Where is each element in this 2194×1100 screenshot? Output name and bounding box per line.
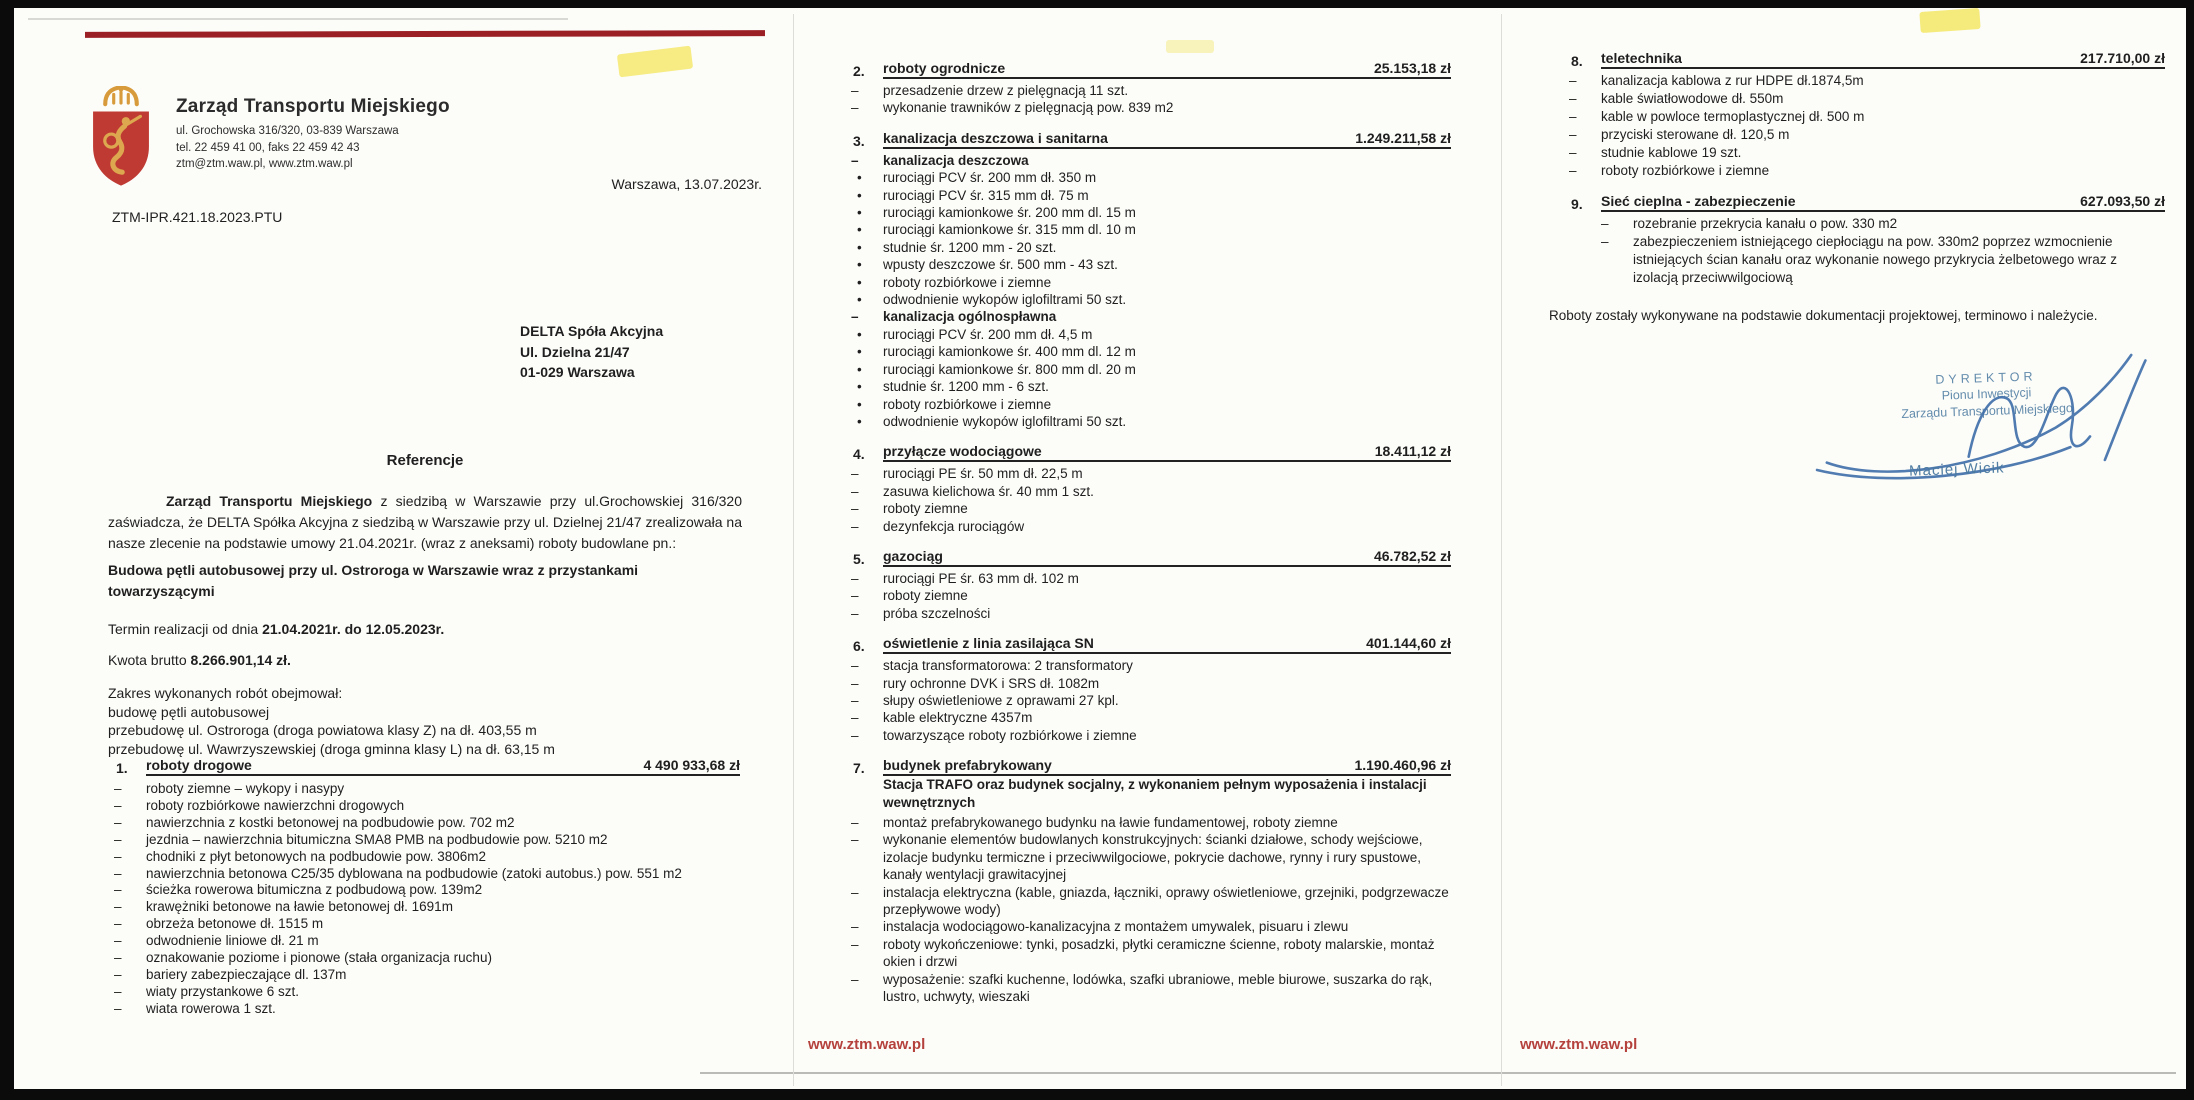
section-heading: [845, 757, 1451, 776]
work-item: – ścieżka rowerowa bitumiczna z podbudową pow. 139m2: [108, 882, 740, 899]
section-number: 1.: [116, 760, 128, 776]
intro-paragraph: [108, 491, 742, 554]
dash-marker: [845, 587, 883, 604]
section-number: 3.: [853, 132, 865, 149]
dash-marker: [845, 483, 883, 500]
work-item: • rurociągi kamionkowe śr. 200 mm dl. 15 m: [845, 204, 1451, 221]
work-item: – roboty ziemne – wykopy i nasypy: [108, 781, 740, 798]
section-roboty-drogowe: [108, 757, 740, 1018]
dash-marker: [845, 918, 883, 935]
section-items: [108, 781, 740, 1018]
section-amount: 4 490 933,68 zł: [643, 757, 740, 773]
intro-bold: Zarząd Transportu Miejskiego: [166, 493, 373, 509]
work-item: – słupy oświetleniowe z oprawami 27 kpl.: [845, 692, 1451, 709]
work-item: – kable w powloce termoplastycznej dł. 500 m: [1563, 108, 2165, 126]
dash-marker: [845, 936, 883, 971]
ztm-warsaw-mermaid-crest-logo: [84, 86, 158, 188]
section-budynek-prefabrykowany: [845, 757, 1451, 1005]
dash-marker: [845, 82, 883, 99]
mermaid-shield-icon: [93, 112, 149, 186]
dash-marker: [845, 605, 883, 622]
section-title: Sieć cieplna - zabezpieczenie: [1601, 193, 1796, 209]
dash-marker: [845, 152, 883, 169]
section-heading: [1563, 193, 2165, 212]
reference-number: ZTM-IPR.421.18.2023.PTU: [112, 209, 283, 225]
section-number: 7.: [853, 760, 865, 777]
signature-scribble-icon: [1805, 346, 2171, 528]
section-heading: [108, 757, 740, 776]
dash-marker: [845, 657, 883, 674]
section-title: oświetlenie z linia zasilająca SN: [883, 635, 1094, 652]
section-title: budynek prefabrykowany: [883, 757, 1052, 774]
section-heading: [845, 130, 1451, 149]
work-item: • rurociągi kamionkowe śr. 800 mm dl. 20 m: [845, 361, 1451, 378]
work-item: – przesadzenie drzew z pielęgnacją 11 szt.: [845, 82, 1451, 99]
bullet-marker: [845, 256, 883, 273]
bullet-marker: [845, 378, 883, 395]
dash-marker: [845, 518, 883, 535]
org-phone: tel. 22 459 41 00, faks 22 459 42 43: [176, 141, 360, 154]
dash-marker: [845, 971, 883, 1006]
section-heading: [845, 548, 1451, 567]
dash-marker: [108, 916, 146, 933]
work-item: • rurociągi PCV śr. 200 mm dł. 350 m: [845, 169, 1451, 186]
dash-marker: [845, 500, 883, 517]
org-address: ul. Grochowska 316/320, 03-839 Warszawa: [176, 125, 399, 137]
section-amount: 1.190.460,96 zł: [1354, 757, 1451, 774]
bullet-marker: [845, 361, 883, 378]
page-2-content: [845, 60, 1451, 1018]
dash-marker: [108, 967, 146, 984]
closing-note: Roboty zostały wykonywane na podstawie dokumentacji projektowej, terminowo i należycie.: [1549, 308, 2098, 323]
signer-name: Maciej Wicik: [1908, 459, 2005, 480]
work-item: – odwodnienie liniowe dł. 21 m: [108, 933, 740, 950]
document-title: Referencje: [386, 452, 464, 469]
work-item: – kable światłowodowe dł. 550m: [1563, 90, 2165, 108]
dash-marker: [845, 570, 883, 587]
dash-marker: [108, 781, 146, 798]
bullet-marker: [845, 239, 883, 256]
page-separator: [1501, 14, 1502, 1086]
dash-marker: [845, 814, 883, 831]
work-item: – bariery zabezpieczające dl. 137m: [108, 967, 740, 984]
section-title: kanalizacja deszczowa i sanitarna: [883, 129, 1108, 146]
dash-marker: [845, 99, 883, 116]
intro-rest: z siedzibą w Warszawie przy ul.Grochowskiej 316/320 zaświadcza, że DELTA Spółka Akcyjna z siedzibą w Warszawie przy ul. Dzielnej 21/47 zrealizowała na nasze zlecenie na podstawie umowy 21.04.2021r. (wraz z aneksami) roboty budowlane pn.:: [108, 493, 742, 551]
org-web: ztm@ztm.waw.pl, www.ztm.waw.pl: [176, 158, 353, 171]
section-heading: [845, 443, 1451, 462]
section-heading: [845, 635, 1451, 654]
dash-marker: [108, 984, 146, 1001]
letterhead: [176, 96, 596, 173]
dash-marker: [108, 815, 146, 832]
work-item: • rurociągi kamionkowe śr. 400 mm dl. 12 m: [845, 343, 1451, 360]
section-przylacze-wodociagowe: [845, 443, 1451, 535]
recipient-name: DELTA Spóła Akcyjna: [520, 323, 664, 339]
dash-marker: [1595, 215, 1633, 233]
work-item: – zabezpieczeniem istniejącego ciepłociągu na pow. 330m2 poprzez wzmocnienie istniejących ścian kanału oraz wykonanie nowego przykrycia żelbetowego wraz z izolacją przeciwwilgociową: [1595, 233, 2165, 287]
work-item: – kanalizacja kablowa z rur HDPE dł.1874,5m: [1563, 72, 2165, 90]
work-item: – rury ochronne DVK i SRS dł. 1082m: [845, 675, 1451, 692]
work-item: – kable elektryczne 4357m: [845, 709, 1451, 726]
dash-marker: [845, 831, 883, 883]
work-item: – wykonanie elementów budowlanych konstrukcyjnych: ścianki działowe, schody wejściowe, izolacje budynku termiczne i przeciwwilgociowe, pokrycie dachowe, rynny i rury spustowe, kanały wentylacji grawitacyjnej: [845, 831, 1451, 883]
section-number: 8.: [1571, 53, 1583, 69]
work-item: – wiaty przystankowe 6 szt.: [108, 984, 740, 1001]
work-item: – roboty ziemne: [845, 587, 1451, 604]
section-amount: 401.144,60 zł: [1366, 635, 1451, 652]
work-item: – zasuwa kielichowa śr. 40 mm 1 szt.: [845, 483, 1451, 500]
work-item: – nawierzchnia betonowa C25/35 dyblowana na podbudowie (zatoki autobus.) pow. 551 m2: [108, 866, 740, 883]
stamp-org: Zarządu Transportu Miejskiego: [1901, 400, 2074, 421]
recipient-block: [520, 321, 663, 383]
section-title: gazociąg: [883, 547, 943, 564]
section-kanalizacja: [845, 130, 1451, 431]
section-amount: 1.249.211,58 zł: [1355, 129, 1451, 146]
dash-marker: [108, 832, 146, 849]
stamp-title: DYREKTOR: [1935, 369, 2037, 387]
subsection-title: – kanalizacja deszczowa: [845, 152, 1451, 169]
dash-marker: [845, 709, 883, 726]
section-number: 2.: [853, 63, 865, 79]
dash-marker: [108, 866, 146, 883]
scope-block: [108, 684, 742, 758]
work-item: • studnie śr. 1200 mm - 6 szt.: [845, 378, 1451, 395]
work-item: – roboty rozbiórkowe nawierzchni drogowych: [108, 798, 740, 815]
work-item: – instalacja elektryczna (kable, gniazda, łączniki, oprawy oświetleniowe, grzejniki, podgrzewacze przepływowe wody): [845, 884, 1451, 919]
dash-marker: [1595, 233, 1633, 287]
section-siec-cieplna: [1563, 193, 2165, 287]
work-item: – próba szczelności: [845, 605, 1451, 622]
dash-marker: [108, 950, 146, 967]
dash-marker: [1563, 144, 1601, 162]
dash-marker: [1563, 126, 1601, 144]
dash-marker: [845, 884, 883, 919]
section-amount: 25.153,18 zł: [1373, 60, 1451, 76]
project-title: Budowa pętli autobusowej przy ul. Ostroroga w Warszawie wraz z przystankami towarzyszącymi: [108, 562, 639, 599]
dash-marker: [845, 727, 883, 744]
dash-marker: [1563, 90, 1601, 108]
scope-line: budowę pętli autobusowej: [108, 703, 270, 720]
work-item: – roboty ziemne: [845, 500, 1451, 517]
term-line: Termin realizacji od dnia 21.04.2021r. do 12.05.2023r.: [108, 621, 445, 637]
subsection-title: – kanalizacja ogólnospławna: [845, 308, 1451, 325]
work-item: • rurociągi PCV śr. 200 mm dł. 4,5 m: [845, 326, 1451, 343]
work-item: • roboty rozbiórkowe i ziemne: [845, 274, 1451, 291]
stamp-division: Pionu Inwestycji: [1941, 385, 2032, 403]
dash-marker: [1563, 108, 1601, 126]
dash-marker: [108, 882, 146, 899]
letterhead-red-rule: [85, 30, 765, 38]
gross-amount-line: Kwota brutto 8.266.901,14 zł.: [108, 652, 291, 668]
dash-marker: [108, 798, 146, 815]
work-item: – instalacja wodociągowo-kanalizacyjna z montażem umywalek, pisuaru i zlewu: [845, 918, 1451, 935]
work-item: – nawierzchnia z kostki betonowej na podbudowie pow. 702 m2: [108, 815, 740, 832]
scope-heading: Zakres wykonanych robót obejmował:: [108, 685, 343, 701]
dash-marker: [845, 465, 883, 482]
work-item: – krawężniki betonowe na ławie betonowej dł. 1691m: [108, 899, 740, 916]
dash-marker: [845, 692, 883, 709]
dash-marker: [108, 933, 146, 950]
dash-marker: [1563, 162, 1601, 180]
work-item: – wyposażenie: szafki kuchenne, lodówka, szafki ubraniowe, meble biurowe, suszarka do rąk, lustro, uchwyty, wieszaki: [845, 971, 1451, 1006]
scope-line: przebudowę ul. Ostroroga (droga powiatowa klasy Z) na dł. 403,55 m: [108, 722, 537, 739]
work-item: – montaż prefabrykowanego budynku na ławie fundamentowej, roboty ziemne: [845, 814, 1451, 831]
footer-url: www.ztm.waw.pl: [1520, 1036, 1638, 1053]
section-number: 9.: [1571, 196, 1583, 212]
work-item: – roboty wykończeniowe: tynki, posadzki, płytki ceramiczne ścienne, roboty malarskie, montaż okien i drzwi: [845, 936, 1451, 971]
section-amount: 18.411,12 zł: [1374, 443, 1451, 460]
scope-line: przebudowę ul. Wawrzyszewskiej (droga gminna klasy L) na dł. 63,15 m: [108, 740, 555, 757]
page-1: [30, 0, 780, 1100]
dash-marker: [1563, 72, 1601, 90]
dash-marker: [845, 308, 883, 325]
crown-icon: [105, 87, 137, 104]
section-amount: 627.093,50 zł: [2080, 193, 2165, 209]
work-item: – rozebranie przekrycia kanału o pow. 330 m2: [1595, 215, 2165, 233]
bullet-marker: [845, 204, 883, 221]
work-item: • odwodnienie wykopów iglofiltrami 50 szt.: [845, 413, 1451, 430]
section-number: 5.: [853, 550, 865, 567]
dash-marker: [108, 1001, 146, 1018]
gross-amount: 8.266.901,14 zł.: [190, 652, 291, 668]
work-item: – towarzyszące roboty rozbiórkowe i ziemne: [845, 727, 1451, 744]
dash-marker: [108, 899, 146, 916]
work-item: • studnie śr. 1200 mm - 20 szt.: [845, 239, 1451, 256]
work-item: – obrzeża betonowe dł. 1515 m: [108, 916, 740, 933]
org-name: Zarząd Transportu Miejskiego: [176, 96, 450, 117]
section-amount: 46.782,52 zł: [1373, 547, 1451, 564]
page-3: [1508, 0, 2188, 1100]
work-item: – oznakowanie poziome i pionowe (stała organizacja ruchu): [108, 950, 740, 967]
work-item: – rurociągi PE śr. 63 mm dł. 102 m: [845, 570, 1451, 587]
footer-url: www.ztm.waw.pl: [808, 1036, 926, 1053]
recipient-street: Ul. Dzielna 21/47: [520, 343, 630, 360]
recipient-city: 01-029 Warszawa: [520, 364, 635, 381]
dash-marker: [845, 675, 883, 692]
work-item: • rurociągi PCV śr. 315 mm dł. 75 m: [845, 187, 1451, 204]
date-line: Warszawa, 13.07.2023r.: [611, 176, 762, 192]
page-separator: [793, 14, 794, 1086]
work-item: – wykonanie trawników z pielęgnacją pow. 839 m2: [845, 99, 1451, 116]
term-dates: 21.04.2021r. do 12.05.2023r.: [262, 621, 445, 637]
section-number: 6.: [853, 638, 865, 655]
work-item: – jezdnia – nawierzchnia bitumiczna SMA8 PMB na podbudowie pow. 5210 m2: [108, 832, 740, 849]
section-gazociag: [845, 548, 1451, 622]
bullet-marker: [845, 274, 883, 291]
section-title: przyłącze wodociągowe: [883, 443, 1042, 460]
work-item: – roboty rozbiórkowe i ziemne: [1563, 162, 2165, 180]
work-item: • roboty rozbiórkowe i ziemne: [845, 396, 1451, 413]
section-title: teletechnika: [1601, 50, 1682, 66]
section-number: 4.: [853, 446, 865, 463]
section-teletechnika: [1563, 50, 2165, 180]
bullet-marker: [845, 396, 883, 413]
bullet-marker: [845, 169, 883, 186]
work-item: – chodniki z płyt betonowych na podbudowie pow. 3806m2: [108, 849, 740, 866]
section-heading: [1563, 50, 2165, 69]
bullet-marker: [845, 187, 883, 204]
work-item: – stacja transformatorowa: 2 transformatory: [845, 657, 1451, 674]
page-3-content: [1549, 50, 2165, 325]
section-title: roboty drogowe: [146, 757, 252, 773]
section-oswietlenie: [845, 635, 1451, 744]
bullet-marker: [845, 221, 883, 238]
work-item: • wpusty deszczowe śr. 500 mm - 43 szt.: [845, 256, 1451, 273]
section-amount: 217.710,00 zł: [2080, 50, 2165, 66]
page-2: [800, 0, 1490, 1100]
section-heading: [845, 60, 1451, 79]
section-title: roboty ogrodnicze: [883, 60, 1006, 76]
bullet-marker: [845, 343, 883, 360]
work-item: • rurociągi kamionkowe śr. 315 mm dl. 10 m: [845, 221, 1451, 238]
work-item: – rurociągi PE śr. 50 mm dł. 22,5 m: [845, 465, 1451, 482]
dash-marker: [108, 849, 146, 866]
work-item: – studnie kablowe 19 szt.: [1563, 144, 2165, 162]
work-item: – wiata rowerowa 1 szt.: [108, 1001, 740, 1018]
bullet-marker: [845, 291, 883, 308]
director-signature-block: [1805, 346, 2171, 528]
work-item: – dezynfekcja rurociągów: [845, 518, 1451, 535]
work-item: • odwodnienie wykopów iglofiltrami 50 szt.: [845, 291, 1451, 308]
section-roboty-ogrodnicze: [845, 60, 1451, 117]
bullet-marker: [845, 326, 883, 343]
bullet-marker: [845, 413, 883, 430]
section-subtitle: Stacja TRAFO oraz budynek socjalny, z wykonaniem pełnym wyposażenia i instalacji wewnętrznych: [883, 777, 1427, 810]
work-item: – przyciski sterowane dł. 120,5 m: [1563, 126, 2165, 144]
